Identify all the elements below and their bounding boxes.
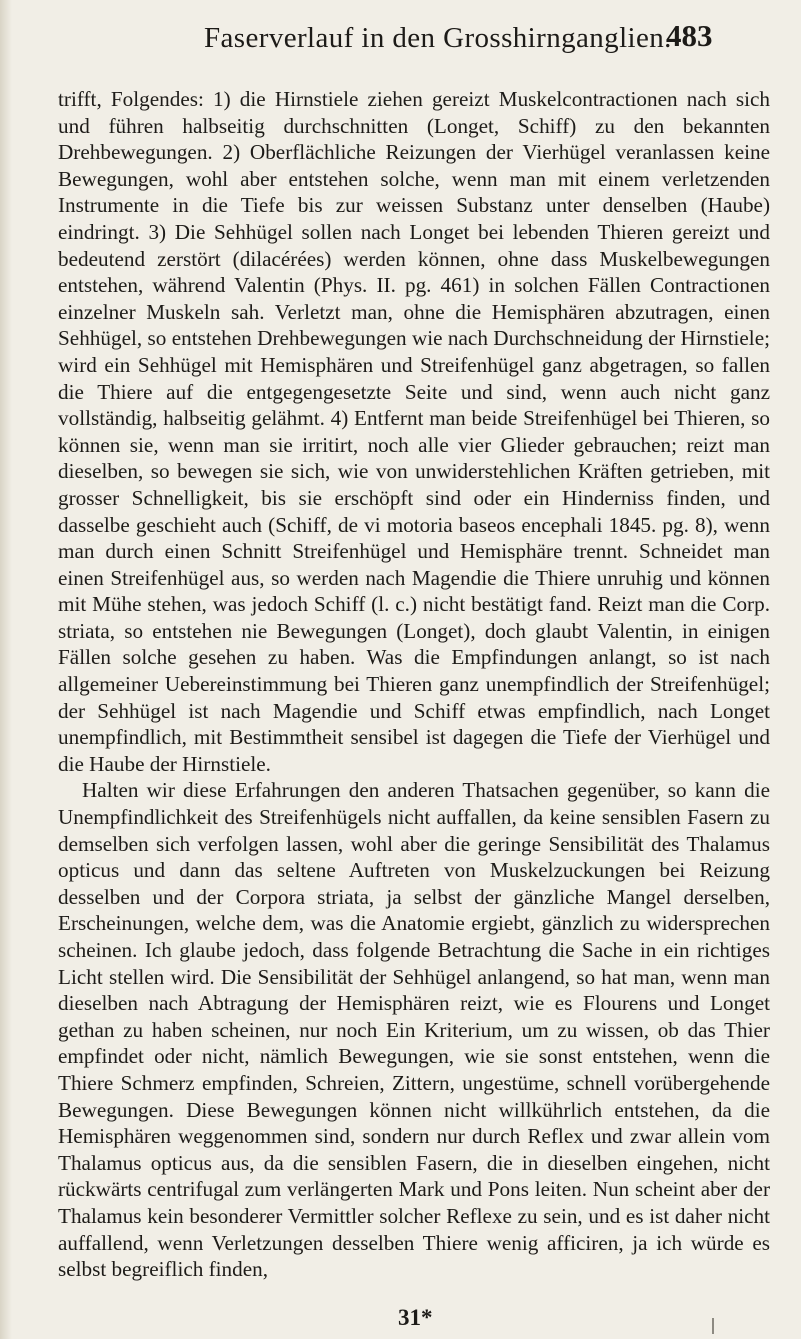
paragraph-1: trifft, Folgendes: 1) die Hirnstiele ziehen gereizt Muskelcontractionen nach sich und führen halbseitig durchschnitten (Longet, Schiff) zu den bekannten Drehbewegungen. 2) Oberflächliche Reizungen der Vierhügel veranlassen keine Bewegungen, wohl aber entstehen solche, wenn man mit einem verletzenden Instrumente in die Tiefe bis zur weissen Substanz unter denselben (Haube) eindringt. 3) Die Sehhügel sollen nach Longet bei lebenden Thieren gereizt und bedeutend zerstört (dilacérées) werden können, ohne dass Muskelbewegungen entstehen, während Valentin (Phys. II. pg. 461) in solchen Fällen Contractionen einzelner Muskeln sah. Verletzt man, ohne die Hemisphären abzutragen, einen Sehhügel, so entstehen Drehbewegungen wie nach Durchschneidung der Hirnstiele; wird ein Sehhügel mit Hemisphären und Streifenhügel ganz abgetragen, so fallen die Thiere auf die entgegengesetzte Seite und sind, wenn auch nicht ganz vollständig, halbseitig gelähmt. 4) Entfernt man beide Streifenhügel bei Thieren, so können sie, wenn man sie irritirt, noch alle vier Glieder gebrauchen; reizt man dieselben, so bewegen sie sich, wie von unwiderstehlichen Kräften getrieben, mit grosser Schnelligkeit, bis sie erschöpft sind oder ein Hinderniss finden, und dasselbe geschieht auch (Schiff, de vi motoria baseos encephali 1845. pg. 8), wenn man durch einen Schnitt Streifenhügel und Hemisphäre trennt. Schneidet man einen Streifenhügel aus, so werden nach Magendie die Thiere unruhig und können mit Mühe stehen, was jedoch Schiff (l. c.) nicht bestätigt fand. Reizt man die Corp. striata, so entstehen nie Bewegungen (Longet), doch glaubt Valentin, in einigen Fällen solche gesehen zu haben. Was die Empfindungen anlangt, so ist nach allgemeiner Uebereinstimmung bei Thieren ganz unempfindlich der Streifenhügel; der Sehhügel ist nach Magendie und Schiff etwas empfindlich, nach Longet unempfindlich, mit Bestimmtheit sensibel ist dagegen die Tiefe der Vierhügel und die Haube der Hirnstiele. (58, 87, 770, 776)
page-edge-shadow (0, 0, 12, 1339)
page-header (0, 16, 801, 66)
paragraph-2: Halten wir diese Erfahrungen den anderen Thatsachen gegenüber, so kann die Unempfindlichkeit des Streifenhügels nicht auffallen, da keine sensiblen Fasern zu demselben sich verfolgen lassen, wohl aber die geringe Sensibilität des Thalamus opticus und dann das seltene Auftreten von Muskelzuckungen bei Reizung desselben und der Corpora striata, ja selbst der gänzliche Mangel derselben, Erscheinungen, welche dem, was die Anatomie ergiebt, gänzlich zu widersprechen scheinen. Ich glaube jedoch, dass folgende Betrachtung die Sache in ein richtiges Licht stellen wird. Die Sensibilität der Sehhügel anlangend, so hat man, wenn man dieselben nach Abtragung der Hemisphären reizt, wie es Flourens und Longet gethan zu haben scheinen, nur noch Ein Kriterium, um zu wissen, ob das Thier empfindet oder nicht, nämlich Bewegungen, wie sie sonst entstehen, wenn die Thiere Schmerz empfinden, Schreien, Zittern, ungestüme, schnell vorübergehende Bewegungen. Diese Bewegungen können nicht willkührlich entstehen, da die Hemisphären weggenommen sind, sondern nur durch Reflex und zwar allein vom Thalamus opticus aus, da die sensiblen Fasern, die in dieselben eingehen, nicht rückwärts centrifugal zum verlängerten Mark und Pons leiten. Nun scheint aber der Thalamus kein besonderer Vermittler solcher Reflexe zu sein, und es ist daher nicht auffallend, wenn Verletzungen desselben Thiere wenig afficiren, ja ich würde es selbst begreiflich finden, (58, 778, 770, 1282)
page-number: 483 (666, 18, 713, 53)
signature-mark: 31* (398, 1305, 433, 1330)
page-mark (712, 1318, 714, 1334)
body-text (58, 86, 770, 1283)
running-title: Faserverlauf in den Grosshirnganglien. (204, 22, 672, 54)
